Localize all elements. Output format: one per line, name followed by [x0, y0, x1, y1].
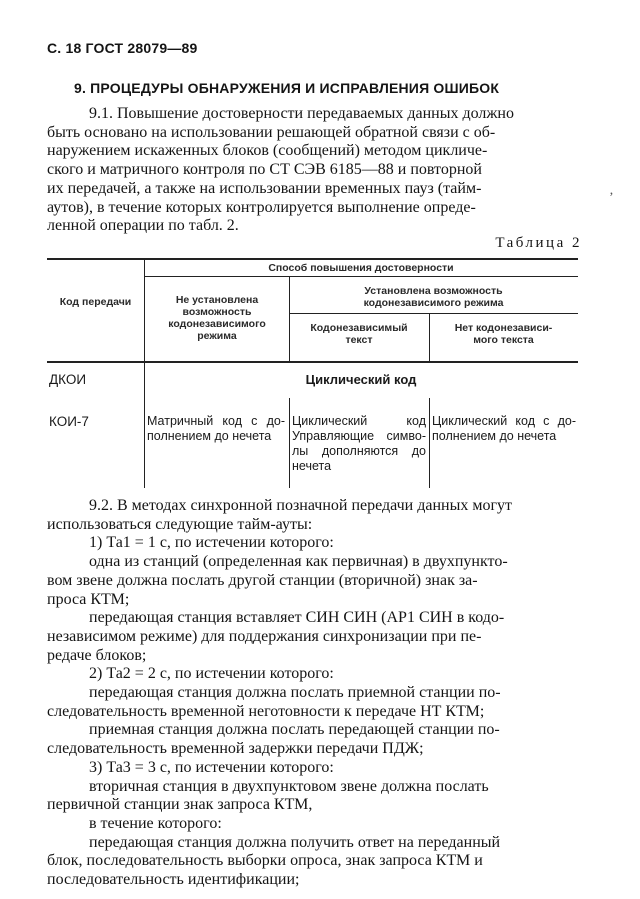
group-header: Способ повышения достоверности [268, 262, 454, 274]
body-text [47, 497, 577, 890]
intro-paragraph [47, 105, 577, 236]
text-line: одна из станций (определенная как первичная) в двухпункто- [89, 553, 508, 571]
text-line: последовательность идентификации; [47, 871, 300, 889]
col-header-code: Код передачи [59, 296, 132, 308]
table-cell-code: ДКОИ [49, 372, 87, 387]
table-cell-code: КОИ-7 [49, 414, 89, 429]
table-col-rule [289, 398, 290, 488]
text-line: блок, последовательность выборки опроса, знак запроса КТМ и [47, 852, 483, 870]
text-line: в течение которого: [89, 814, 222, 832]
text-line: вом звене должна послать другой станции (вторичной) знак за- [47, 571, 478, 589]
text-line: наружением искаженных блоков (сообщений) методом цикличе- [47, 142, 488, 160]
table-header-rule [47, 361, 578, 363]
table-cell: Циклический код Управляющие симво-лы дополняются до нечета [292, 414, 426, 473]
text-line: редаче блоков; [47, 646, 147, 664]
table-top-rule [47, 258, 578, 260]
text-line: 3) Та3 = 3 с, по истечении которого: [89, 758, 334, 776]
table-cell-merged: Циклический код [305, 372, 417, 387]
text-line: приемная станция должна послать передающей станции по- [89, 721, 500, 739]
subgroup-header: Установлена возможность кодонезависимого режима [363, 285, 504, 309]
text-line: проса КТМ; [47, 590, 130, 608]
text-line: ленной операции по табл. 2. [47, 217, 239, 235]
text-line: независимом режиме) для поддержания синхронизации при пе- [47, 627, 482, 645]
table-rule [289, 313, 578, 314]
col-header-not-established: Не установлена возможность кодонезависимого режима [168, 294, 266, 342]
text-line: 9.2. В методах синхронной позначной передачи данных могут [89, 497, 513, 514]
table-cell: Циклический код с до-полнением до нечета [432, 414, 576, 443]
text-line: передающая станция вставляет СИН СИН (АР1 СИН в кодо- [89, 609, 505, 627]
text-line: 1) Та1 = 1 с, по истечении которого: [89, 534, 334, 552]
table-col-rule [429, 398, 430, 488]
text-line: их передачей, а также на использовании временных пауз (тайм- [47, 179, 482, 197]
text-line: передающая станция должна получить ответ на переданный [89, 833, 501, 851]
text-line: использоваться следующие тайм-ауты: [47, 515, 313, 533]
text-line: быть основано на использовании решающей обратной связи с об- [47, 123, 496, 141]
text-line: аутов), в течение которых контролируется выполнение опреде- [47, 198, 476, 216]
text-line: первичной станции знак запроса КТМ, [47, 796, 313, 814]
text-line: следовательность временной задержки передачи ПДЖ; [47, 740, 424, 758]
text-line: 2) Та2 = 2 с, по истечении которого: [89, 665, 334, 683]
text-line: следовательность временной неготовности к передаче НТ КТМ; [47, 702, 485, 720]
margin-mark: ‚ [609, 183, 614, 198]
table-caption: Таблица 2 [495, 235, 582, 251]
text-line: вторичная станция в двухпунктовом звене должна послать [89, 777, 489, 795]
page-header: С. 18 ГОСТ 28079—89 [47, 40, 198, 56]
text-line: ского и матричного контроля по СТ СЭВ 6185—88 и повторной [47, 161, 482, 179]
col-header-code-independent: Кодонезависимый текст [310, 322, 408, 346]
text-line: 9.1. Повышение достоверности передаваемых данных должно [89, 105, 514, 122]
col-header-no-code-independent: Нет кодонезависи-мого текста [454, 322, 553, 346]
table-2 [47, 258, 578, 488]
table-cell: Матричный код с до-полнением до нечета [147, 414, 285, 443]
table-rule [144, 276, 578, 277]
section-title: 9. ПРОЦЕДУРЫ ОБНАРУЖЕНИЯ И ИСПРАВЛЕНИЯ ОШИБОК [74, 80, 500, 96]
text-line: передающая станция должна послать приемной станции по- [89, 684, 501, 702]
